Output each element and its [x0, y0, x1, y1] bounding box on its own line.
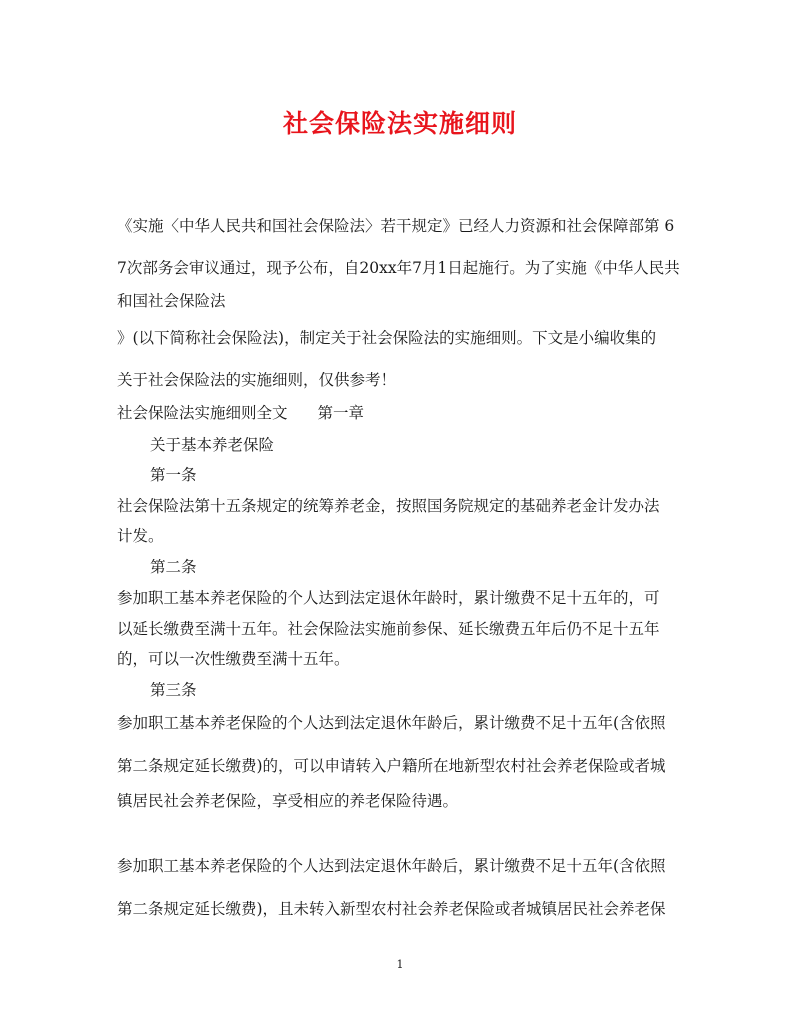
chapter-label: 第一章 — [317, 404, 365, 422]
article-2-label: 第二条 — [150, 558, 197, 576]
article-3-line-2: 第二条规定延长缴费)的，可以申请转入户籍所在地新型农村社会养老保险或者城 — [117, 757, 666, 775]
intro-line-3: 和国社会保险法 — [117, 292, 226, 310]
intro-line-5: 关于社会保险法的实施细则，仅供参考！ — [117, 371, 397, 389]
article-1-line-2: 计发。 — [117, 527, 164, 545]
intro-line-1: 《实施〈中华人民共和国社会保险法〉若干规定》已经人力资源和社会保障部第 6 — [117, 217, 675, 235]
paragraph-4-line-1: 参加职工基本养老保险的个人达到法定退休年龄后，累计缴费不足十五年(含依照 — [117, 857, 666, 875]
article-3-line-3: 镇居民社会养老保险，享受相应的养老保险待遇。 — [117, 792, 459, 810]
article-3-label: 第三条 — [150, 681, 197, 699]
chapter-title: 关于基本养老保险 — [150, 436, 275, 454]
document-title: 社会保险法实施细则 — [282, 109, 517, 138]
intro-line-2: 7次部务会审议通过，现予公布，自20xx年7月1日起施行。为了实施《中华人民共 — [117, 259, 680, 277]
article-1-line-1: 社会保险法第十五条规定的统筹养老金，按照国务院规定的基础养老金计发办法 — [117, 497, 660, 515]
intro-line-4: 》(以下简称社会保险法)，制定关于社会保险法的实施细则。下文是小编收集的 — [117, 329, 657, 347]
article-1-label: 第一条 — [150, 466, 197, 484]
article-3-line-1: 参加职工基本养老保险的个人达到法定退休年龄后，累计缴费不足十五年(含依照 — [117, 714, 666, 732]
paragraph-4-line-2: 第二条规定延长缴费)，且未转入新型农村社会养老保险或者城镇居民社会养老保 — [117, 900, 666, 918]
article-2-line-2: 以延长缴费至满十五年。社会保险法实施前参保、延长缴费五年后仍不足十五年 — [117, 620, 660, 638]
article-2-line-3: 的，可以一次性缴费至满十五年。 — [117, 650, 350, 668]
fulltext-label: 社会保险法实施细则全文 — [117, 404, 288, 422]
article-2-line-1: 参加职工基本养老保险的个人达到法定退休年龄时，累计缴费不足十五年的，可 — [117, 589, 660, 607]
page-number: 1 — [396, 958, 404, 971]
fulltext-heading-row — [117, 402, 364, 424]
